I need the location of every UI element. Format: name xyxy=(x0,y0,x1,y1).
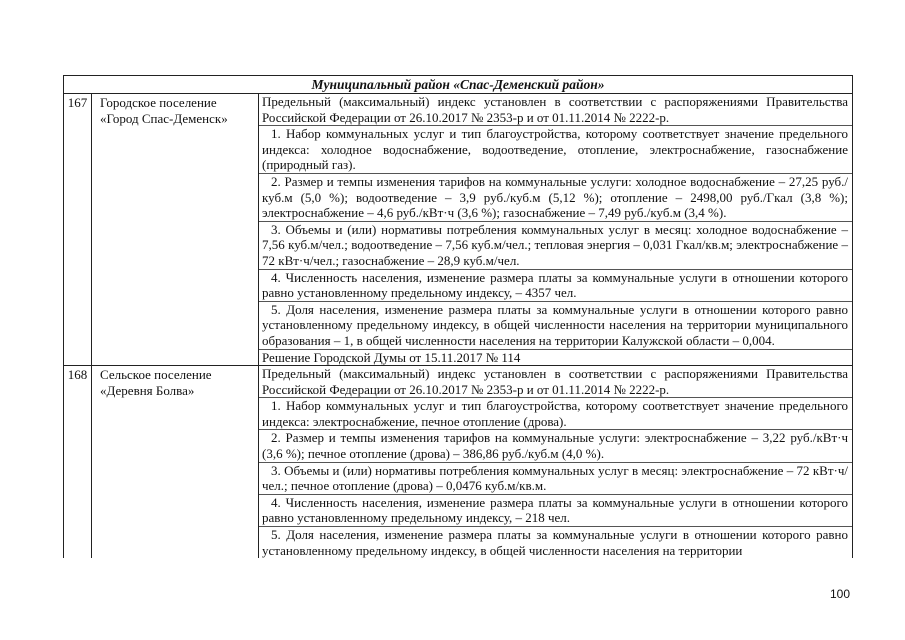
paragraph: Предельный (максимальный) индекс установлен в соответствии с распоряжениями Правительства Российской Федерации от 26.10.2017 № 2353-р и от 01.11.2014 № 2222-р. xyxy=(259,366,852,398)
row-description xyxy=(259,366,852,558)
paragraph: 2. Размер и темпы изменения тарифов на коммунальные услуги: электроснабжение – 3,22 руб./кВт·ч (3,6 %); печное отопление (дрова) – 386,86 руб./куб.м (4,0 %). xyxy=(259,430,852,462)
paragraph: 1. Набор коммунальных услуг и тип благоустройства, которому соответствует значение предельного индекса: холодное водоснабжение, водоотведение, отопление, электроснабжение, газоснабжение (природный газ). xyxy=(259,126,852,174)
row-number: 168 xyxy=(64,366,92,558)
paragraph: 1. Набор коммунальных услуг и тип благоустройства, которому соответствует значение предельного индекса: электроснабжение, печное отопление (дрова). xyxy=(259,398,852,430)
table-row xyxy=(64,94,852,366)
paragraph: Предельный (максимальный) индекс установлен в соответствии с распоряжениями Правительства Российской Федерации от 26.10.2017 № 2353-р и от 01.11.2014 № 2222-р. xyxy=(259,94,852,126)
paragraph: 3. Объемы и (или) нормативы потребления коммунальных услуг в месяц: электроснабжение – 72 кВт·ч/чел.; печное отопление (дрова) – 0,0476 куб.м/кв.м. xyxy=(259,463,852,495)
row-number: 167 xyxy=(64,94,92,365)
page-number: 100 xyxy=(829,587,850,601)
paragraph: 4. Численность населения, изменение размера платы за коммунальные услуги в отношении которого равно установленному предельному индексу, – 218 чел. xyxy=(259,495,852,527)
table xyxy=(63,75,853,558)
paragraph: 5. Доля населения, изменение размера платы за коммунальные услуги в отношении которого равно установленному предельному индексу, в общей численности населения на территории xyxy=(262,527,848,558)
paragraph: 5. Доля населения, изменение размера платы за коммунальные услуги в отношении которого равно установленному предельному индексу, в общей численности населения на территории муниципального образования – 1, в общей численности населения на территории Калужской области – 0,004. xyxy=(259,302,852,350)
settlement-name: Городское поселение «Город Спас-Деменск» xyxy=(92,94,259,365)
settlement-name: Сельское поселение «Деревня Болва» xyxy=(92,366,259,558)
row-description xyxy=(259,94,852,365)
paragraph: 2. Размер и темпы изменения тарифов на коммунальные услуги: холодное водоснабжение – 27,25 руб./куб.м (5,0 %); водоотведение – 3,9 руб./куб.м (5,12 %); отопление – 2498,00 руб./Гкал (3,8 %); электроснабжение – 4,6 руб./кВт·ч (3,6 %); газоснабжение – 7,49 руб./куб.м (3,4 %). xyxy=(259,174,852,222)
section-title: Муниципальный район «Спас-Деменский район» xyxy=(64,76,852,94)
paragraph: 3. Объемы и (или) нормативы потребления коммунальных услуг в месяц: холодное водоснабжение – 7,56 куб.м/чел.; водоотведение – 7,56 куб.м/чел.; тепловая энергия – 0,031 Гкал/кв.м; электроснабжение – 72 кВт·ч/чел.; газоснабжение – 28,9 куб.м/чел. xyxy=(259,222,852,270)
table-row xyxy=(64,366,852,558)
paragraph: 4. Численность населения, изменение размера платы за коммунальные услуги в отношении которого равно установленному предельному индексу, – 4357 чел. xyxy=(259,270,852,302)
decision-reference: Решение Городской Думы от 15.11.2017 № 114 xyxy=(262,349,521,365)
